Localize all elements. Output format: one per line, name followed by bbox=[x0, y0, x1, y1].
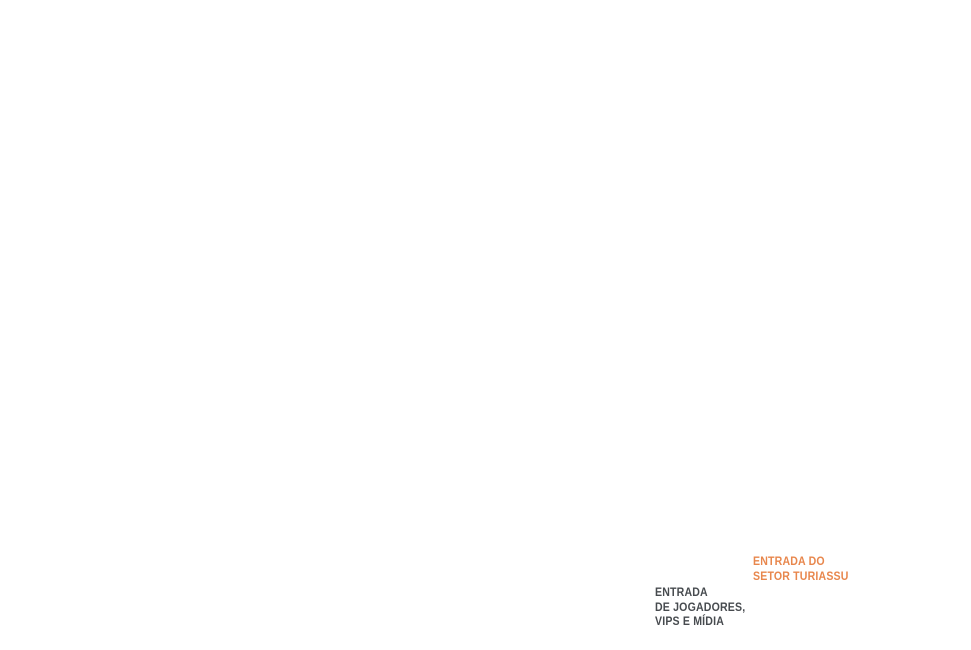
entrance-label-line: ENTRADA DO bbox=[753, 554, 825, 568]
entrance-label-line: ENTRADA bbox=[655, 585, 708, 599]
entrance-label-setor-turiassu bbox=[753, 554, 849, 583]
entrance-label-line: SETOR TURIASSU bbox=[753, 568, 849, 583]
entrance-label-jogadores-vips-midia bbox=[655, 585, 745, 629]
entrance-label-line: VIPS E MÍDIA bbox=[655, 614, 725, 628]
entrance-label-line: DE JOGADORES, bbox=[655, 599, 746, 614]
